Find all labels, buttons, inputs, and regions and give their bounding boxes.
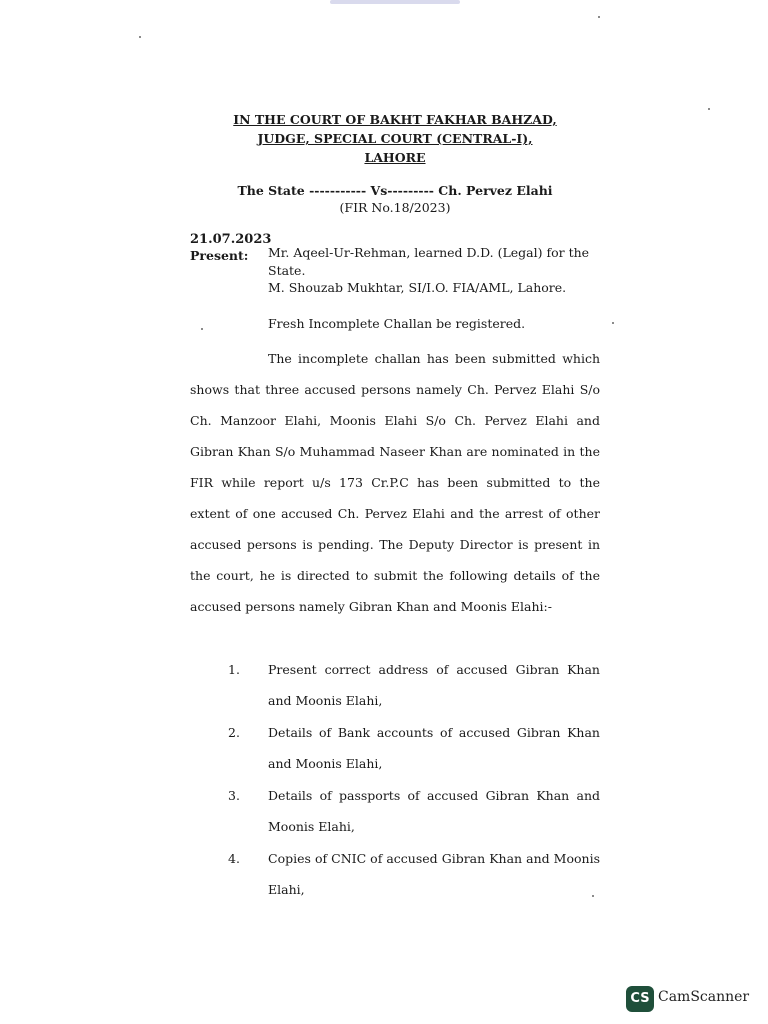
list-item-text: Details of Bank accounts of accused Gibran Khan and Moonis Elahi, <box>268 725 600 771</box>
court-heading <box>190 110 600 167</box>
list-item-number: 4. <box>228 851 240 866</box>
list-item-text: Details of passports of accused Gibran Khan and Moonis Elahi, <box>268 788 600 834</box>
court-line-2: JUDGE, SPECIAL COURT (CENTRAL-I), <box>257 131 533 146</box>
order-body-paragraph: The incomplete challan has been submitted which shows that three accused persons namely Ch. Pervez Elahi S/o Ch. Manzoor Elahi, Moonis Elahi S/o Ch. Pervez Elahi and Gibran Khan S/o Muhammad Naseer Khan are nominated in the FIR while report u/s 173 Cr.P.C has been submitted to the extent of one accused Ch. Pervez Elahi and the arrest of other accused persons is pending. The Deputy Director is present in the court, he is directed to submit the following details of the accused persons namely Gibran Khan and Moonis Elahi:- <box>190 351 600 614</box>
fir-number: (FIR No.18/2023) <box>339 200 451 215</box>
list-item-number: 2. <box>228 725 240 740</box>
present-line-1: Mr. Aqeel-Ur-Rehman, learned D.D. (Legal) for the State. <box>268 245 590 278</box>
list-item <box>190 717 600 780</box>
scan-speck <box>201 328 203 330</box>
list-item <box>190 780 600 843</box>
list-item-number: 1. <box>228 662 240 677</box>
court-line-3: LAHORE <box>364 150 426 165</box>
fresh-challan-note: Fresh Incomplete Challan be registered. <box>268 316 526 331</box>
list-item <box>190 654 600 717</box>
list-item-text: Present correct address of accused Gibran Khan and Moonis Elahi, <box>268 662 600 708</box>
camscanner-logo-icon: CS <box>626 986 654 1012</box>
order-date: 21.07.2023 <box>190 232 272 247</box>
case-caption: The State ----------- Vs--------- Ch. Pervez Elahi <box>237 183 553 198</box>
camscanner-name: CamScanner <box>658 989 750 1005</box>
scan-speck <box>598 16 600 18</box>
scan-smudge <box>330 0 460 4</box>
present-label: Present: <box>190 248 249 263</box>
list-item-text: Copies of CNIC of accused Gibran Khan and Moonis Elahi, <box>268 851 600 897</box>
court-line-1: IN THE COURT OF BAKHT FAKHAR BAHZAD, <box>233 112 557 127</box>
scan-speck <box>708 108 710 110</box>
present-list <box>268 244 604 297</box>
list-item-number: 3. <box>228 788 240 803</box>
camscanner-watermark <box>626 986 752 1014</box>
scan-speck <box>612 322 614 324</box>
present-line-2: M. Shouzab Mukhtar, SI/I.O. FIA/AML, Lahore. <box>268 280 567 295</box>
list-item <box>190 843 600 906</box>
details-list <box>190 654 600 906</box>
scan-speck <box>139 36 141 38</box>
